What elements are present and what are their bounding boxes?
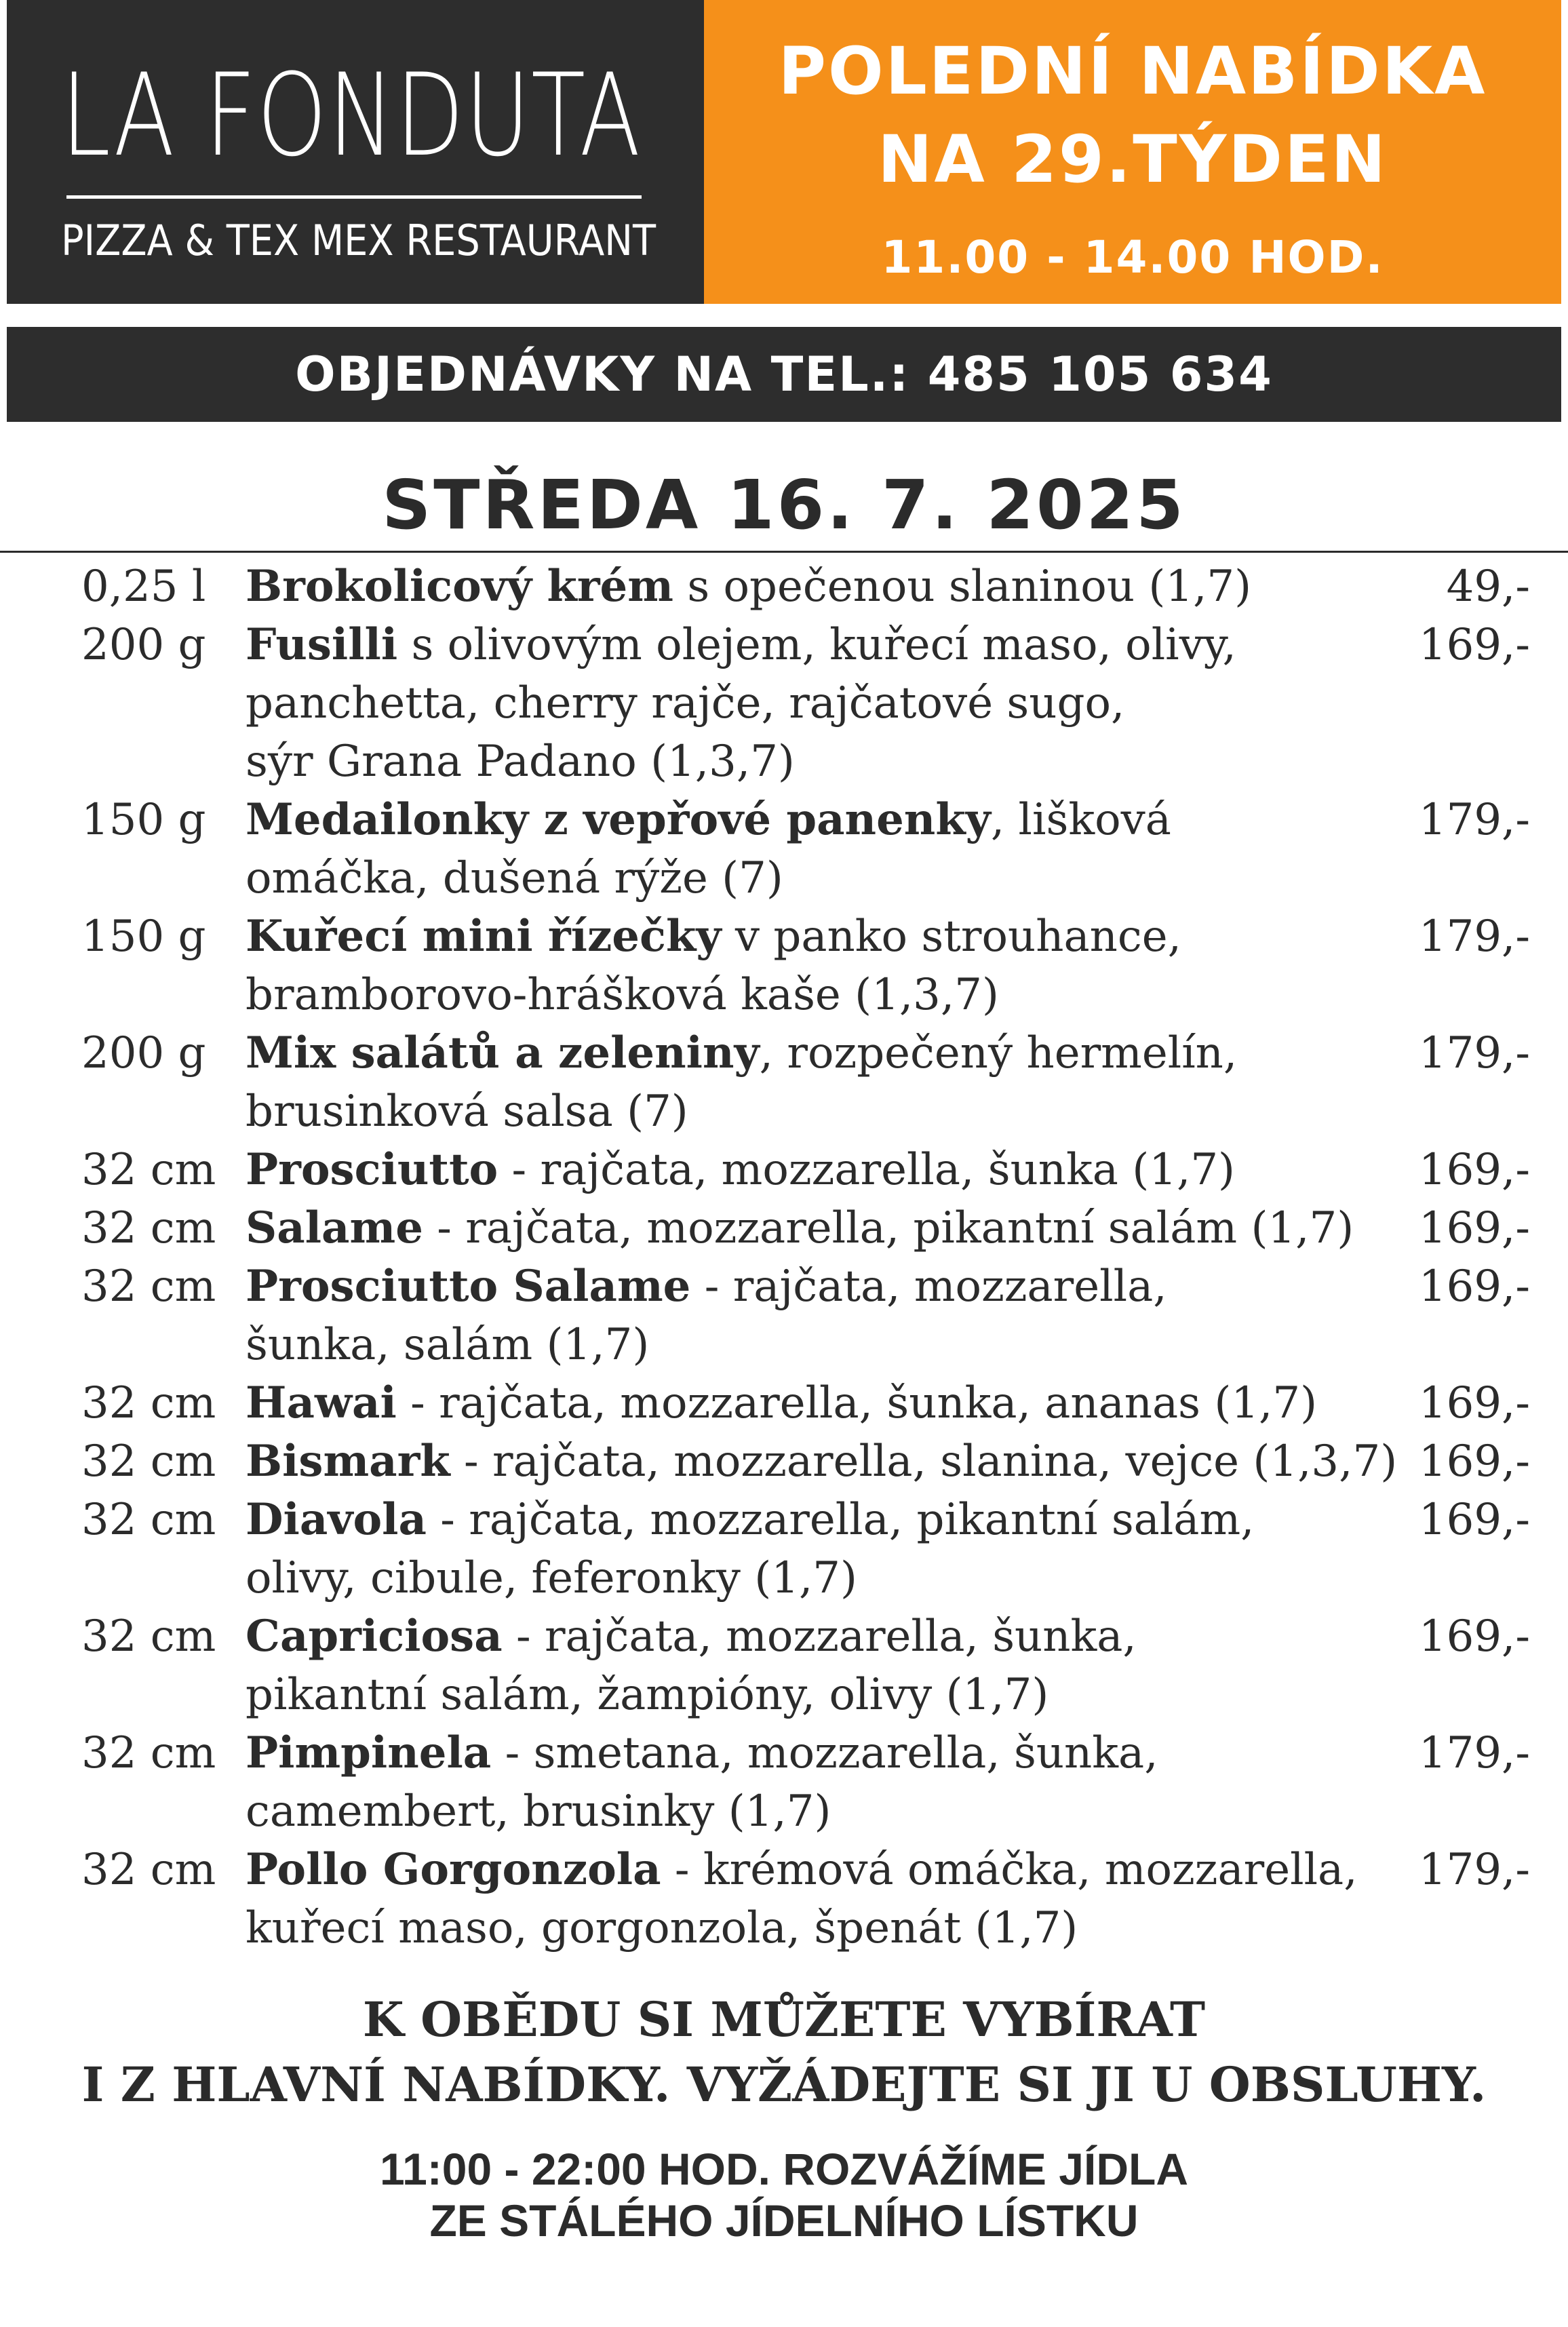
item-description bbox=[246, 1841, 1412, 1957]
item-name: Kuřecí mini řízečky bbox=[246, 911, 722, 962]
menu-item bbox=[0, 1141, 1568, 1199]
item-price: 179,- bbox=[1418, 1845, 1530, 1895]
item-name: Diavola bbox=[246, 1494, 427, 1545]
item-detail-cont: omáčka, dušená rýže (7) bbox=[246, 853, 783, 903]
item-price: 169,- bbox=[1418, 1378, 1530, 1428]
item-description bbox=[246, 907, 1412, 1024]
item-detail: - krémová omáčka, mozzarella, bbox=[661, 1845, 1358, 1895]
restaurant-logo-panel bbox=[7, 0, 704, 304]
item-price: 169,- bbox=[1418, 1262, 1530, 1312]
item-detail: s olivovým olejem, kuřecí maso, olivy, bbox=[397, 620, 1236, 670]
item-price: 169,- bbox=[1418, 1145, 1530, 1195]
item-price: 179,- bbox=[1418, 1728, 1530, 1778]
item-price: 179,- bbox=[1418, 912, 1530, 962]
item-description bbox=[246, 1257, 1412, 1374]
item-detail: , lišková bbox=[990, 795, 1171, 845]
item-quantity: 32 cm bbox=[81, 1728, 216, 1778]
item-price: 179,- bbox=[1418, 1028, 1530, 1078]
item-detail: - smetana, mozzarella, šunka, bbox=[491, 1728, 1158, 1778]
menu-item bbox=[0, 1257, 1568, 1374]
item-name: Medailonky z vepřové panenky bbox=[246, 794, 991, 845]
item-detail-cont: bramborovo-hrášková kaše (1,3,7) bbox=[246, 970, 999, 1020]
lunch-offer-panel bbox=[704, 0, 1561, 304]
item-detail-cont: olivy, cibule, feferonky (1,7) bbox=[246, 1553, 857, 1603]
menu-list bbox=[0, 558, 1568, 1957]
item-name: Pimpinela bbox=[246, 1727, 492, 1778]
main-menu-note bbox=[0, 1987, 1568, 2117]
item-detail-cont: camembert, brusinky (1,7) bbox=[246, 1786, 831, 1837]
item-name: Capriciosa bbox=[246, 1611, 503, 1662]
offer-hours: 11.00 - 14.00 HOD. bbox=[881, 231, 1384, 283]
item-description bbox=[246, 558, 1412, 616]
note-line-1: K OBĚDU SI MŮŽETE VYBÍRAT bbox=[362, 1991, 1206, 2048]
item-quantity: 32 cm bbox=[81, 1203, 216, 1253]
item-detail-cont: kuřecí maso, gorgonzola, špenát (1,7) bbox=[246, 1903, 1078, 1953]
day-divider bbox=[0, 551, 1568, 553]
item-price: 169,- bbox=[1418, 1611, 1530, 1662]
item-detail-cont: pikantní salám, žampióny, olivy (1,7) bbox=[246, 1670, 1049, 1720]
menu-item bbox=[0, 558, 1568, 616]
logo-divider bbox=[66, 195, 642, 199]
item-detail-cont: šunka, salám (1,7) bbox=[246, 1320, 650, 1370]
delivery-info bbox=[0, 2143, 1568, 2246]
restaurant-subtitle: PIZZA & TEX MEX RESTAURANT bbox=[61, 216, 656, 265]
menu-item bbox=[0, 1491, 1568, 1607]
item-price: 169,- bbox=[1418, 620, 1530, 670]
item-name: Fusilli bbox=[246, 619, 398, 670]
day-title: STŘEDA 16. 7. 2025 bbox=[382, 465, 1186, 545]
item-description bbox=[246, 1024, 1412, 1141]
item-detail: - rajčata, mozzarella, slanina, vejce (1,3,7) bbox=[450, 1436, 1398, 1487]
item-detail-cont: brusinková salsa (7) bbox=[246, 1087, 688, 1137]
menu-item bbox=[0, 1199, 1568, 1257]
item-price: 169,- bbox=[1418, 1436, 1530, 1487]
item-name: Prosciutto Salame bbox=[246, 1261, 691, 1312]
menu-item bbox=[0, 616, 1568, 791]
item-detail: - rajčata, mozzarella, pikantní salám (1,7) bbox=[423, 1203, 1354, 1253]
order-phone-bar: OBJEDNÁVKY NA TEL.: 485 105 634 bbox=[7, 327, 1561, 422]
item-quantity: 32 cm bbox=[81, 1262, 216, 1312]
item-quantity: 32 cm bbox=[81, 1436, 216, 1487]
item-description bbox=[246, 616, 1412, 791]
item-description bbox=[246, 1607, 1412, 1724]
item-description bbox=[246, 1491, 1412, 1607]
item-name: Mix salátů a zeleniny bbox=[246, 1028, 760, 1078]
note-line-2: I Z HLAVNÍ NABÍDKY. VYŽÁDEJTE SI JI U OBSLUHY. bbox=[81, 2056, 1487, 2113]
item-detail: v panko strouhance, bbox=[721, 912, 1181, 962]
menu-item bbox=[0, 1432, 1568, 1491]
item-quantity: 0,25 l bbox=[81, 562, 206, 612]
item-price: 49,- bbox=[1446, 562, 1530, 612]
item-quantity: 150 g bbox=[81, 912, 206, 962]
menu-item bbox=[0, 1724, 1568, 1841]
item-name: Hawai bbox=[246, 1377, 397, 1428]
item-description bbox=[246, 1141, 1412, 1199]
item-detail: - rajčata, mozzarella, bbox=[690, 1262, 1167, 1312]
item-description bbox=[246, 1374, 1412, 1432]
item-detail-cont: sýr Grana Padano (1,3,7) bbox=[246, 737, 795, 787]
item-detail: , rozpečený hermelín, bbox=[759, 1028, 1238, 1078]
item-price: 169,- bbox=[1418, 1495, 1530, 1545]
delivery-line-2: ZE STÁLÉHO JÍDELNÍHO LÍSTKU bbox=[429, 2195, 1139, 2246]
item-detail-cont: panchetta, cherry rajče, rajčatové sugo, bbox=[246, 678, 1125, 728]
menu-item bbox=[0, 791, 1568, 907]
delivery-line-1: 11:00 - 22:00 HOD. ROZVÁŽÍME JÍDLA bbox=[380, 2144, 1188, 2194]
item-name: Bismark bbox=[246, 1436, 450, 1487]
item-detail: - rajčata, mozzarella, pikantní salám, bbox=[426, 1495, 1255, 1545]
item-name: Brokolicový krém bbox=[246, 561, 673, 612]
item-description bbox=[246, 1199, 1412, 1257]
item-price: 169,- bbox=[1418, 1203, 1530, 1253]
item-name: Prosciutto bbox=[246, 1144, 498, 1195]
item-name: Salame bbox=[246, 1202, 423, 1253]
item-price: 179,- bbox=[1418, 795, 1530, 845]
item-quantity: 32 cm bbox=[81, 1495, 216, 1545]
item-name: Pollo Gorgonzola bbox=[246, 1844, 661, 1895]
item-quantity: 32 cm bbox=[81, 1145, 216, 1195]
menu-item bbox=[0, 1841, 1568, 1957]
item-quantity: 150 g bbox=[81, 795, 206, 845]
item-detail: - rajčata, mozzarella, šunka, ananas (1,7) bbox=[396, 1378, 1318, 1428]
menu-item bbox=[0, 1374, 1568, 1432]
offer-week: NA 29.TÝDEN bbox=[878, 121, 1388, 197]
item-detail: - rajčata, mozzarella, šunka, bbox=[502, 1611, 1137, 1662]
item-description bbox=[246, 791, 1412, 907]
item-detail: - rajčata, mozzarella, šunka (1,7) bbox=[498, 1145, 1235, 1195]
item-detail: s opečenou slaninou (1,7) bbox=[673, 562, 1252, 612]
menu-item bbox=[0, 1024, 1568, 1141]
item-quantity: 200 g bbox=[81, 1028, 206, 1078]
item-description bbox=[246, 1724, 1412, 1841]
item-description bbox=[246, 1432, 1412, 1491]
item-quantity: 32 cm bbox=[81, 1611, 216, 1662]
item-quantity: 200 g bbox=[81, 620, 206, 670]
menu-item bbox=[0, 907, 1568, 1024]
item-quantity: 32 cm bbox=[81, 1378, 216, 1428]
item-quantity: 32 cm bbox=[81, 1845, 216, 1895]
offer-title: POLEDNÍ NABÍDKA bbox=[778, 33, 1487, 109]
menu-item bbox=[0, 1607, 1568, 1724]
restaurant-name: LA FONDUTA bbox=[61, 49, 642, 182]
